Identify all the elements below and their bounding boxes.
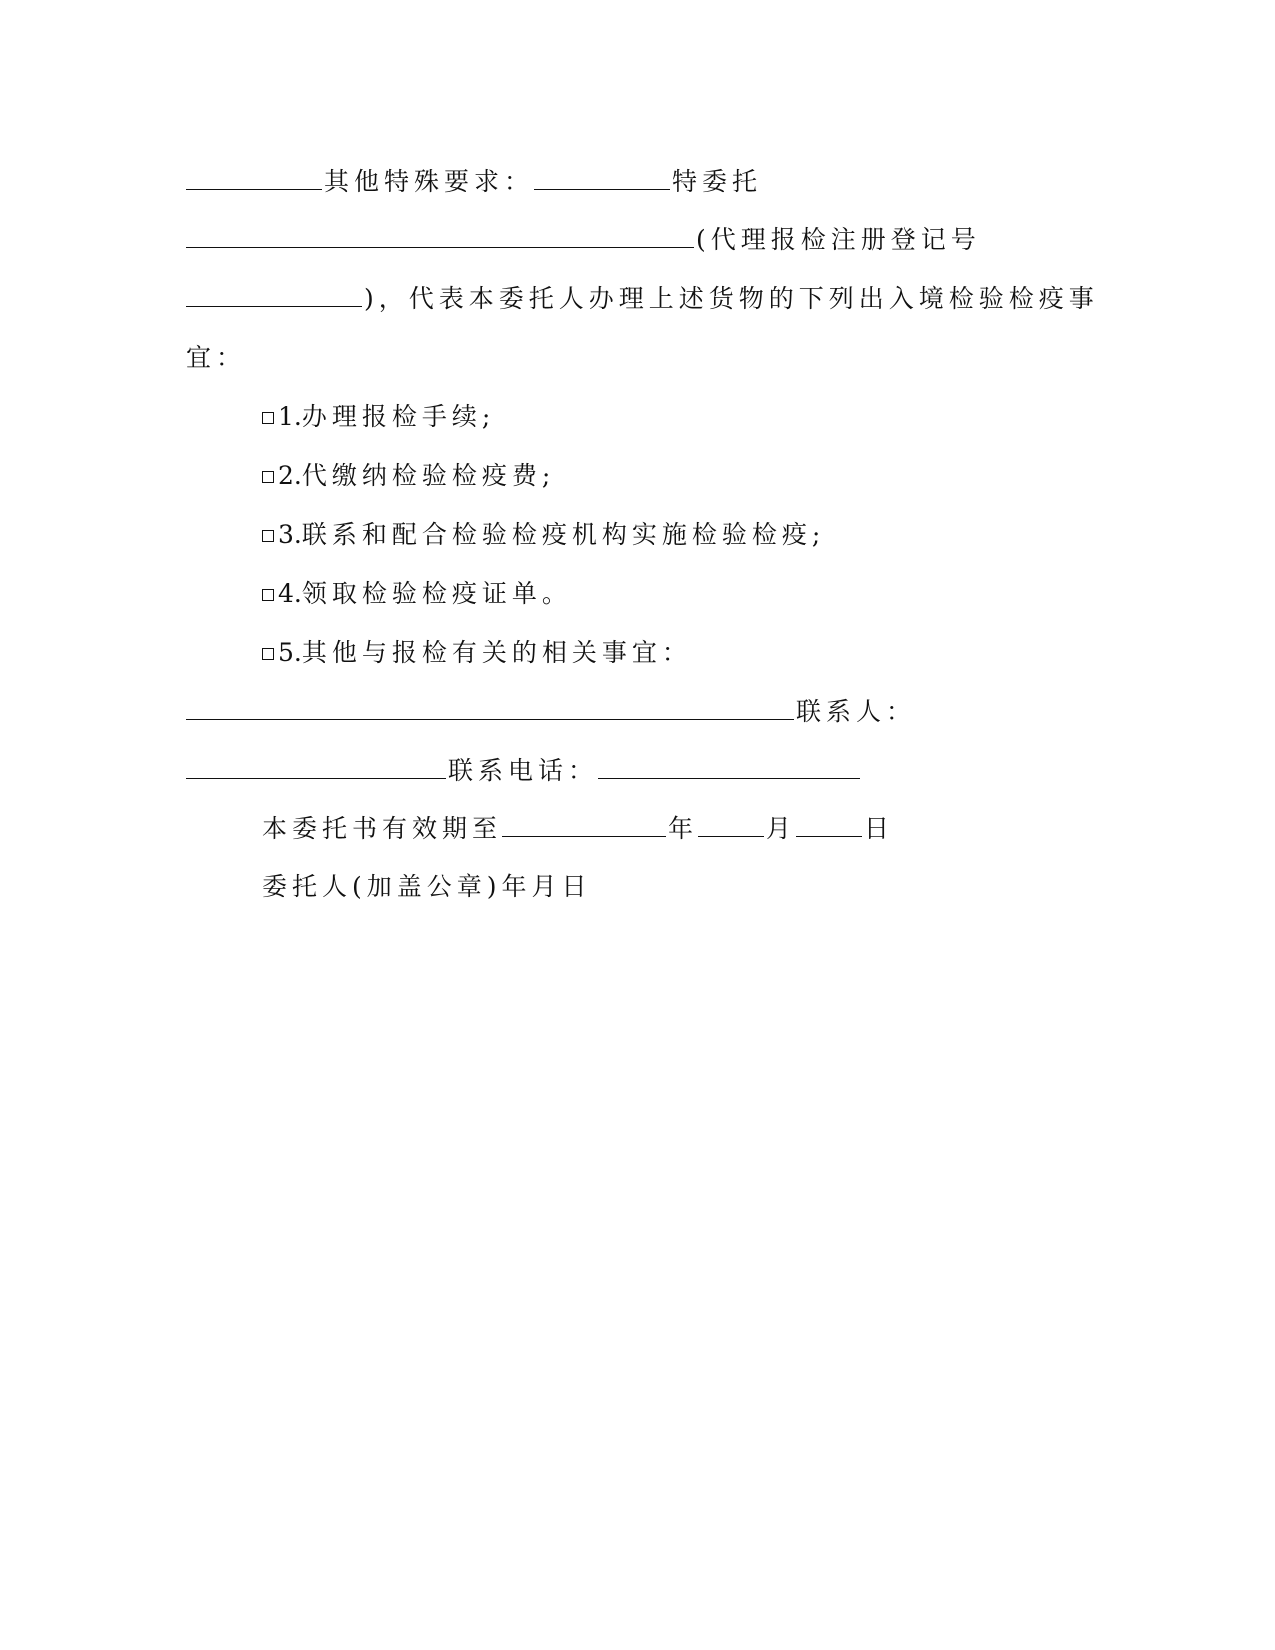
represent-text: )，代表本委托人办理上述货物的下列出入境检验检疫事 <box>364 284 1099 313</box>
item-text: 办理报检手续; <box>301 402 496 431</box>
validity-month-field[interactable] <box>698 814 764 837</box>
month-label: 月 <box>766 814 797 843</box>
agent-name-field[interactable] <box>186 225 694 248</box>
other-matters-field[interactable] <box>186 697 794 720</box>
checkbox-item-2[interactable] <box>262 471 274 483</box>
matters-text: 宜： <box>186 343 247 372</box>
line-agent-registration <box>186 222 981 258</box>
item-number: 1. <box>278 402 302 431</box>
line-signature <box>262 869 592 905</box>
line-phone <box>186 753 862 789</box>
registration-number-field[interactable] <box>186 284 362 307</box>
entrust-label: 特委托 <box>672 167 763 196</box>
signature-text: 委托人(加盖公章)年月日 <box>262 872 592 901</box>
line-contact <box>186 694 916 730</box>
blank-field[interactable] <box>186 167 322 190</box>
validity-year-field[interactable] <box>502 814 666 837</box>
item-text: 其他与报检有关的相关事宜： <box>301 638 692 667</box>
item-number: 3. <box>278 520 302 549</box>
special-requirements-field[interactable] <box>534 167 670 190</box>
checkbox-item-3[interactable] <box>262 530 274 542</box>
list-item <box>262 517 825 553</box>
day-label: 日 <box>864 814 895 843</box>
registration-number-label: (代理报检注册登记号 <box>696 225 981 254</box>
item-number: 2. <box>278 461 302 490</box>
special-requirements-label: 其他特殊要求： <box>324 167 535 196</box>
checkbox-item-5[interactable] <box>262 648 274 660</box>
list-item <box>262 635 692 671</box>
year-label: 年 <box>668 814 699 843</box>
item-number: 4. <box>278 579 302 608</box>
item-text: 代缴纳检验检疫费; <box>301 461 556 490</box>
line-special-requirements <box>186 164 762 200</box>
phone-field[interactable] <box>598 756 860 779</box>
line-matters <box>186 340 246 376</box>
line-validity <box>262 811 894 847</box>
line-represent <box>186 281 1099 317</box>
item-number: 5. <box>278 638 302 667</box>
phone-label: 联系电话： <box>448 756 599 785</box>
validity-day-field[interactable] <box>796 814 862 837</box>
item-text: 领取检验检疫证单。 <box>301 579 572 608</box>
validity-label: 本委托书有效期至 <box>262 814 503 843</box>
checkbox-item-4[interactable] <box>262 589 274 601</box>
list-item <box>262 399 495 435</box>
item-text: 联系和配合检验检疫机构实施检验检疫; <box>301 520 826 549</box>
list-item <box>262 576 572 612</box>
contact-person-field[interactable] <box>186 756 446 779</box>
contact-person-label: 联系人： <box>796 697 917 726</box>
list-item <box>262 458 555 494</box>
checkbox-item-1[interactable] <box>262 412 274 424</box>
